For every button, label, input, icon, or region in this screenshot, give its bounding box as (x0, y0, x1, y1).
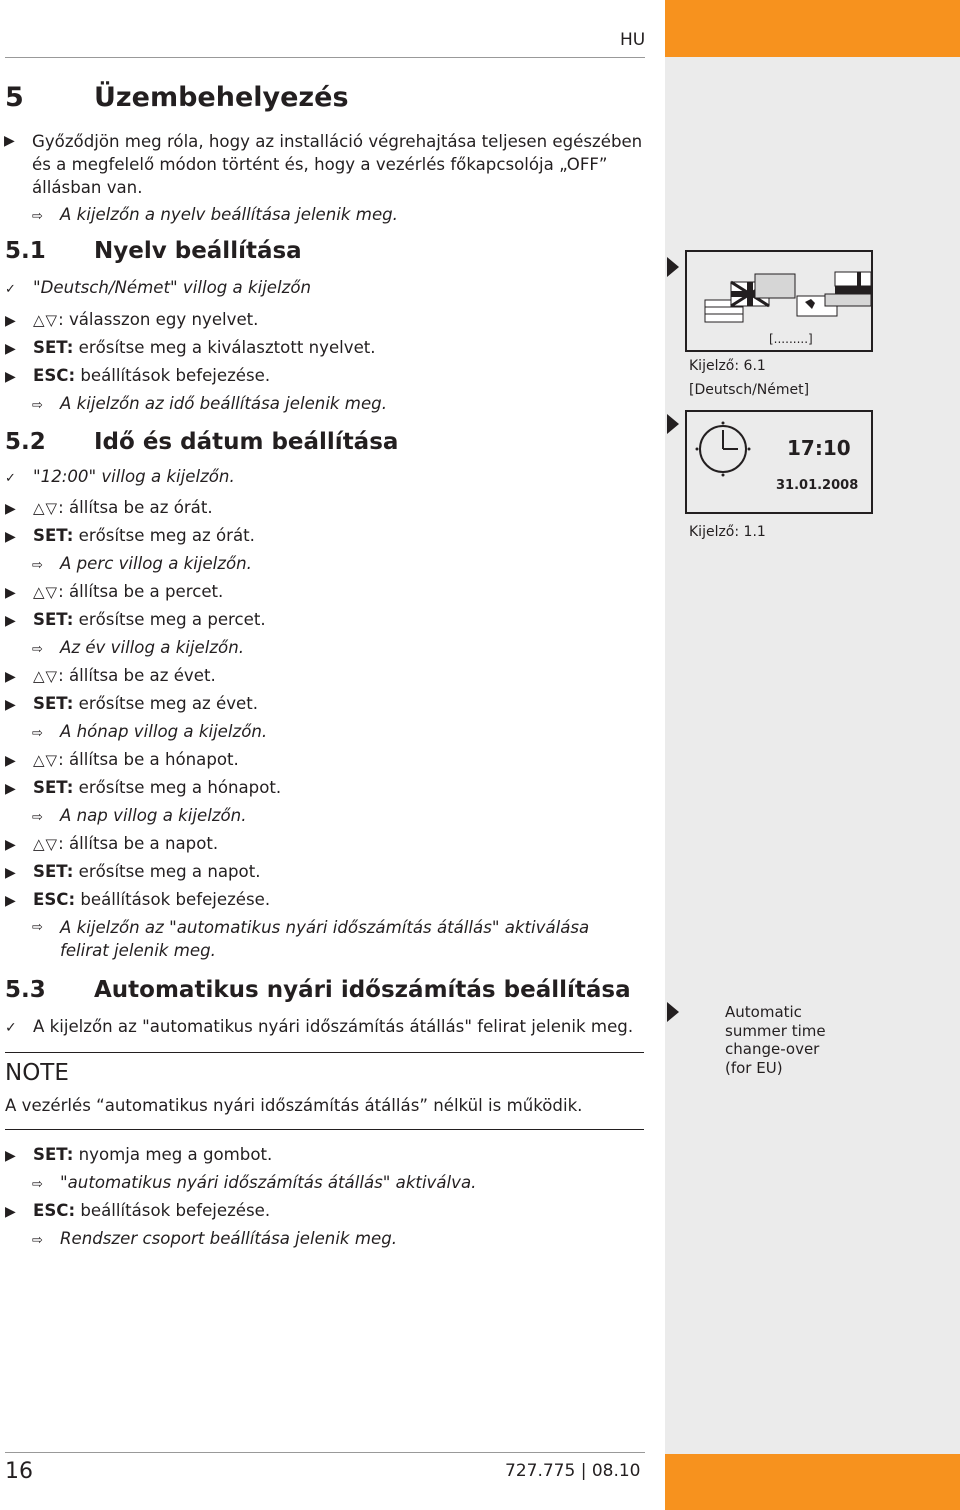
check-text: "Deutsch/Német" villog a kijelzőn (33, 278, 312, 297)
step-marker-icon: ▶ (5, 837, 16, 853)
result-text: A kijelzőn az idő beállítása jelenik meg. (60, 394, 387, 413)
key-label: ESC: (33, 366, 76, 385)
up-down-arrows-icon: △▽ (33, 499, 59, 517)
up-down-arrows-icon: △▽ (33, 311, 59, 329)
step-text: beállítások befejezése. (75, 1201, 271, 1220)
document-code: 727.775 | 08.10 (505, 1461, 641, 1481)
section-5-3-heading (5, 977, 631, 1003)
result-arrow-icon: ⇨ (32, 726, 43, 741)
key-label: SET: (33, 694, 74, 713)
step-marker-icon: ▶ (5, 585, 16, 601)
step-marker-icon: ▶ (5, 341, 16, 357)
key-label: SET: (33, 610, 74, 629)
step-esc-dst (5, 1199, 270, 1224)
clock-display (685, 410, 873, 514)
display-bracket: [.........] (769, 332, 813, 346)
footer-accent-bar (665, 1454, 960, 1510)
clock-icon (695, 418, 765, 488)
step-marker-icon: ▶ (5, 529, 16, 545)
step-marker-icon: ▶ (4, 133, 15, 149)
step-text: erősítse meg a percet. (73, 610, 266, 629)
intro-step (4, 130, 647, 199)
key-label: SET: (33, 862, 74, 881)
check-text: "12:00" villog a kijelzőn. (33, 467, 235, 486)
display-pointer-icon (667, 414, 679, 434)
step-esc-datetime (5, 888, 270, 913)
step-hour-adjust (5, 496, 213, 521)
intro-line-3: állásban van. (32, 178, 143, 197)
step-month-adjust (5, 748, 239, 773)
step-text: : állítsa be a napot. (58, 834, 219, 853)
note-text: A vezérlés “automatikus nyári időszámítás átállás” nélkül is működik. (5, 1096, 583, 1115)
result-text: Az év villog a kijelzőn. (60, 638, 244, 657)
result-arrow-icon: ⇨ (32, 920, 43, 935)
result-text: A kijelzőn a nyelv beállítása jelenik meg. (60, 205, 398, 224)
language-display (685, 250, 873, 352)
step-text: : állítsa be a percet. (58, 582, 224, 601)
step-text: nyomja meg a gombot. (73, 1145, 273, 1164)
result-text: Rendszer csoport beállítása jelenik meg. (60, 1229, 397, 1248)
step-marker-icon: ▶ (5, 1204, 16, 1220)
step-esc-language (5, 364, 270, 389)
step-marker-icon: ▶ (5, 369, 16, 385)
step-text: beállítások befejezése. (75, 366, 271, 385)
note-bottom-rule (5, 1129, 644, 1130)
step-text: erősítse meg a hónapot. (73, 778, 282, 797)
sidebar-panel (665, 0, 960, 1510)
step-marker-icon: ▶ (5, 893, 16, 909)
step-text: : állítsa be az órát. (58, 498, 213, 517)
footer-rule (5, 1452, 645, 1453)
section-title: Nyelv beállítása (94, 238, 302, 264)
result-text: A nap villog a kijelzőn. (60, 806, 247, 825)
step-marker-icon: ▶ (5, 501, 16, 517)
step-marker-icon: ▶ (5, 313, 16, 329)
result-arrow-icon: ⇨ (32, 642, 43, 657)
step-year-adjust (5, 664, 216, 689)
up-down-arrows-icon: △▽ (33, 583, 59, 601)
result-text: A kijelzőn az "automatikus nyári időszámítás átállás" aktiválása felirat jelenik meg. (60, 918, 590, 960)
step-year-confirm (5, 692, 258, 717)
step-text: beállítások befejezése. (75, 890, 271, 909)
note-title: NOTE (5, 1060, 69, 1086)
section-number: 5.1 (5, 238, 46, 264)
section-5-heading (5, 82, 349, 113)
step-marker-icon: ▶ (5, 753, 16, 769)
check-item (5, 1015, 633, 1040)
minute-result (32, 552, 252, 578)
step-minute-adjust (5, 580, 223, 605)
step-text: : válasszon egy nyelvet. (58, 310, 259, 329)
display-caption: Kijelző: 1.1 (689, 524, 766, 540)
step-marker-icon: ▶ (5, 865, 16, 881)
year-result (32, 636, 244, 662)
step-text: erősítse meg a napot. (73, 862, 261, 881)
section-number: 5.2 (5, 429, 46, 455)
month-result (32, 720, 267, 746)
key-label: SET: (33, 778, 74, 797)
result-arrow-icon: ⇨ (32, 558, 43, 573)
step-marker-icon: ▶ (5, 697, 16, 713)
key-label: SET: (33, 526, 74, 545)
intro-result (32, 203, 398, 229)
note-top-rule (5, 1052, 644, 1053)
intro-line-2: és a megfelelő módon történt és, hogy a vezérlés főkapcsolója „OFF” (32, 155, 608, 174)
header-rule (5, 57, 645, 58)
step-set-dst (5, 1143, 272, 1168)
key-label: ESC: (33, 1201, 76, 1220)
key-label: SET: (33, 338, 74, 357)
step-minute-confirm (5, 608, 266, 633)
intro-line-1: Győződjön meg róla, hogy az installáció végrehajtása teljesen egészében (32, 132, 643, 151)
dst-line: (for EU) (725, 1058, 783, 1077)
language-result (32, 392, 387, 418)
step-text: : állítsa be az évet. (58, 666, 216, 685)
key-label: ESC: (33, 890, 76, 909)
result-arrow-icon: ⇨ (32, 1233, 43, 1248)
check-icon: ✓ (5, 1020, 17, 1036)
clock-time: 17:10 (787, 436, 851, 460)
step-text: erősítse meg az évet. (73, 694, 259, 713)
up-down-arrows-icon: △▽ (33, 751, 59, 769)
step-marker-icon: ▶ (5, 669, 16, 685)
display-pointer-icon (667, 1002, 679, 1022)
step-hour-confirm (5, 524, 255, 549)
language-code: HU (620, 30, 646, 50)
result-text: A hónap villog a kijelzőn. (60, 722, 268, 741)
step-select-language (5, 308, 258, 333)
up-down-arrows-icon: △▽ (33, 835, 59, 853)
display-caption: Kijelző: 6.1 (689, 358, 766, 374)
check-item (5, 465, 235, 491)
dst-line: summer time (725, 1021, 826, 1040)
up-down-arrows-icon: △▽ (33, 667, 59, 685)
step-day-confirm (5, 860, 260, 885)
result-arrow-icon: ⇨ (32, 398, 43, 413)
section-number: 5 (5, 82, 24, 113)
result-arrow-icon: ⇨ (32, 810, 43, 825)
check-icon: ✓ (5, 282, 16, 297)
step-day-adjust (5, 832, 218, 857)
step-marker-icon: ▶ (5, 781, 16, 797)
section-number: 5.3 (5, 977, 46, 1003)
dst-display-text (725, 1003, 845, 1077)
section-title: Üzembehelyezés (94, 82, 349, 113)
section-5-2-heading (5, 429, 398, 455)
step-marker-icon: ▶ (5, 613, 16, 629)
step-text: : állítsa be a hónapot. (58, 750, 239, 769)
system-group-result (32, 1227, 397, 1253)
page-number: 16 (5, 1459, 33, 1484)
section-5-1-heading (5, 238, 302, 264)
clock-date: 31.01.2008 (776, 478, 859, 493)
result-text: "automatikus nyári időszámítás átállás" aktiválva. (60, 1173, 477, 1192)
day-result (32, 804, 246, 830)
dst-line: Automatic (725, 1003, 802, 1021)
display-caption-language: [Deutsch/Német] (689, 382, 810, 398)
result-arrow-icon: ⇨ (32, 1177, 43, 1192)
step-text: erősítse meg az órát. (73, 526, 255, 545)
datetime-final-result (32, 916, 630, 962)
display-pointer-icon (667, 257, 679, 277)
result-text: A perc villog a kijelzőn. (60, 554, 252, 573)
step-marker-icon: ▶ (5, 1148, 16, 1164)
step-month-confirm (5, 776, 281, 801)
key-label: SET: (33, 1145, 74, 1164)
check-icon: ✓ (5, 471, 16, 486)
result-arrow-icon: ⇨ (32, 209, 43, 224)
check-item (5, 276, 311, 302)
dst-result (32, 1171, 476, 1197)
section-title: Automatikus nyári időszámítás beállítása (94, 977, 631, 1003)
header-accent-bar (665, 0, 960, 57)
step-text: erősítse meg a kiválasztott nyelvet. (73, 338, 376, 357)
check-text: A kijelzőn az "automatikus nyári időszámítás átállás" felirat jelenik meg. (33, 1017, 634, 1036)
step-confirm-language (5, 336, 376, 361)
dst-line: change-over (725, 1040, 820, 1058)
section-title: Idő és dátum beállítása (94, 429, 399, 455)
